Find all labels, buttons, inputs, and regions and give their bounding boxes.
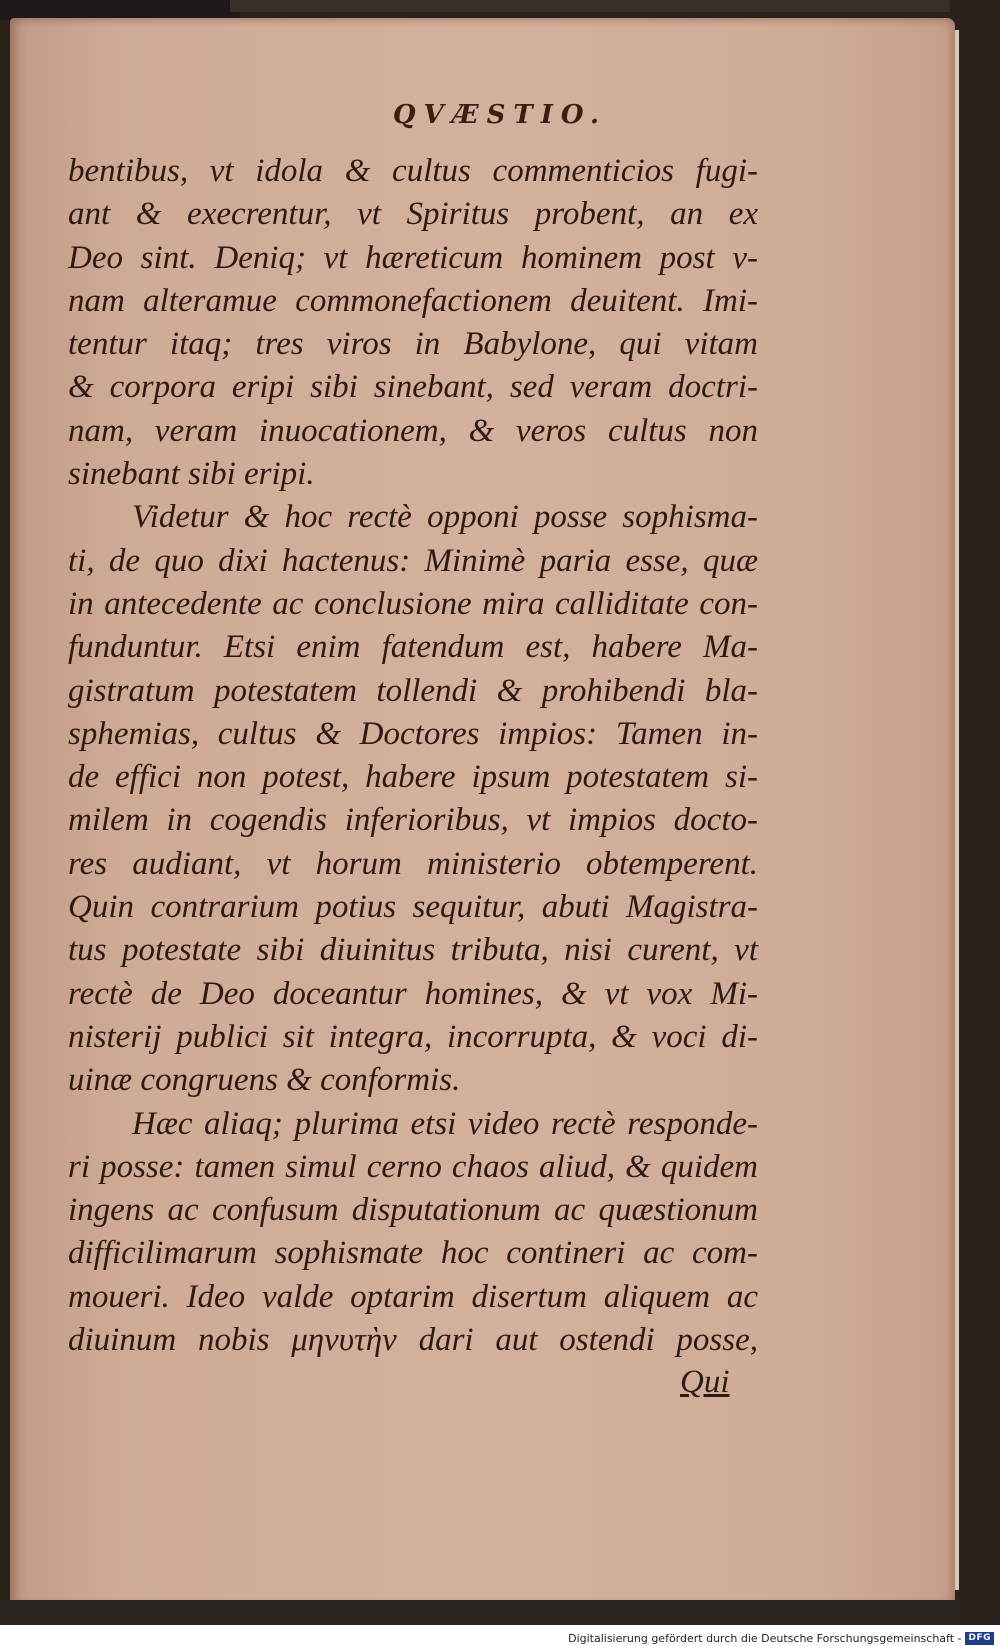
text-line: ant & execrentur, vt Spiritus probent, an ex [68, 196, 758, 233]
digitization-footer [568, 1630, 994, 1646]
text-line: tentur itaq; tres viros in Babylone, qui vitam [68, 326, 758, 363]
text-line: in antecedente ac conclusione mira calliditate con- [68, 585, 758, 622]
text-line: ti, de quo dixi hactenus: Minimè paria esse, quæ [68, 542, 758, 579]
footer-credit: Digitalisierung gefördert durch die Deutsche Forschungsgemeinschaft - [568, 1631, 962, 1645]
text-line: nam alteramue commonefactionem deuitent. Imi- [68, 282, 758, 319]
catchword: Qui [680, 1364, 730, 1400]
book-edge-top [0, 0, 240, 20]
text-line: tus potestate sibi diuinitus tributa, nisi curent, vt [68, 932, 758, 969]
text-line: res audiant, vt horum ministerio obtemperent. [68, 845, 758, 882]
text-line: bentibus, vt idola & cultus commenticios fugi- [68, 153, 758, 189]
text-line: nisterij publici sit integra, incorrupta, & voci di- [68, 1018, 758, 1055]
text-line: gistratum potestatem tollendi & prohibendi bla- [68, 672, 758, 709]
text-line: funduntur. Etsi enim fatendum est, habere Ma- [68, 629, 758, 666]
book-edge-top-shadow [230, 0, 950, 12]
dfg-logo[interactable]: DFG [965, 1632, 994, 1645]
text-line: ri posse: tamen simul cerno chaos aliud, & quidem [68, 1148, 758, 1185]
text-line: uinæ congruens & conformis. [68, 1062, 461, 1099]
text-line: sinebant sibi eripi. [68, 456, 315, 493]
text-line: difficilimarum sophismate hoc contineri ac com- [68, 1235, 758, 1272]
text-line: Hæc aliaq; plurima etsi video rectè responde- [132, 1105, 758, 1142]
page-edge [955, 30, 959, 1590]
text-line: milem in cogendis inferioribus, vt impios docto- [68, 802, 758, 839]
text-line: Videtur & hoc rectè opponi posse sophisma- [132, 499, 758, 536]
text-line: Deo sint. Deniq; vt hæreticum hominem post v- [68, 239, 758, 276]
text-line: Quin contrarium potius sequitur, abuti Magistra- [68, 889, 758, 926]
text-line: rectè de Deo doceantur homines, & vt vox Mi- [68, 975, 758, 1012]
text-line: de effici non potest, habere ipsum potestatem si- [68, 759, 758, 796]
text-line: nam, veram inuocationem, & veros cultus non [68, 412, 758, 449]
text-line: ingens ac confusum disputationum ac quæstionum [68, 1192, 758, 1229]
running-head: QVÆSTIO. [392, 100, 608, 130]
body-text [68, 150, 758, 1362]
text-line: sphemias, cultus & Doctores impios: Tamen in- [68, 715, 758, 752]
book-edge-bottom [0, 1600, 960, 1625]
text-line: moueri. Ideo valde optarim disertum aliquem ac [68, 1278, 758, 1315]
text-line: diuinum nobis μηνυτὴν dari aut ostendi posse, [68, 1322, 758, 1359]
text-line: & corpora eripi sibi sinebant, sed veram doctri- [68, 369, 758, 406]
